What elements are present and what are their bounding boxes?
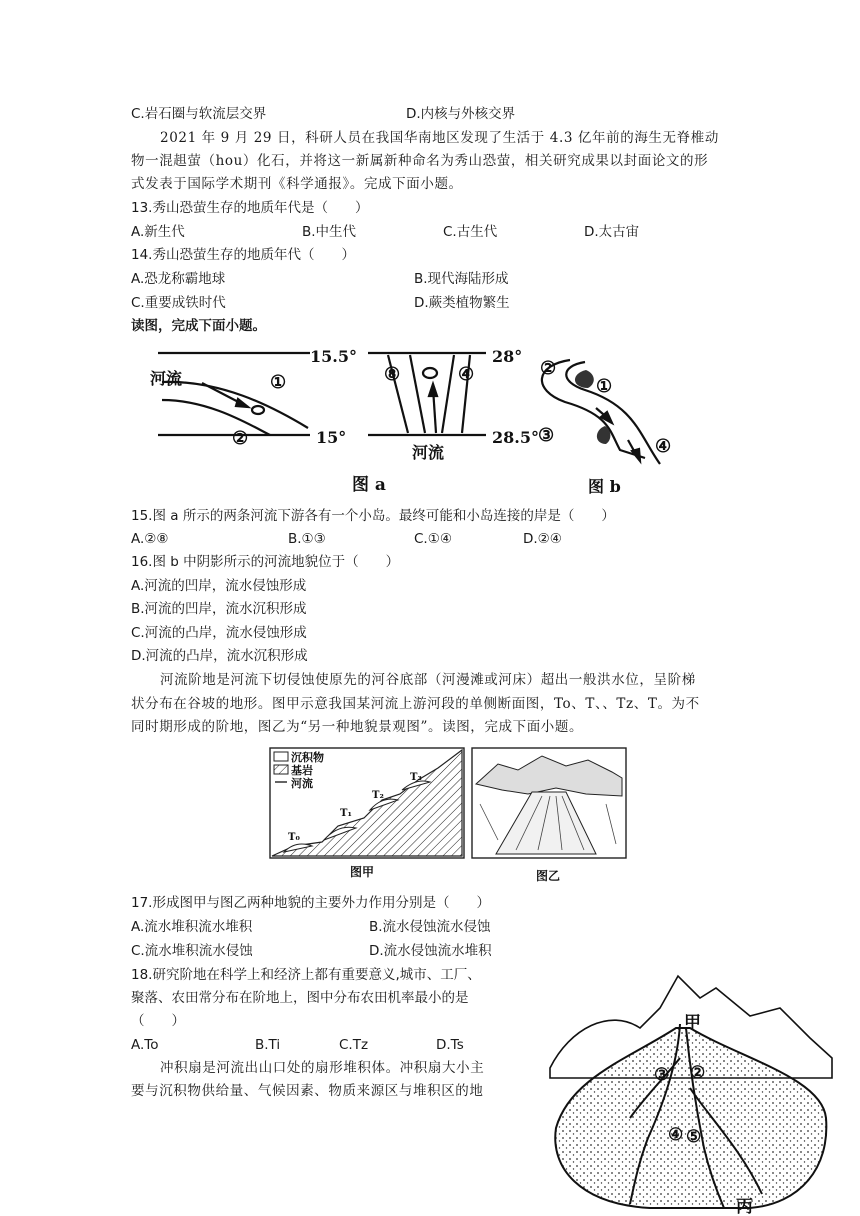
terrace-t0: T₀ xyxy=(288,832,300,843)
figure-yi-label: 图乙 xyxy=(536,869,561,883)
river-label-a-left: 河流 xyxy=(150,369,183,388)
q15-option-a: A.②⑧ xyxy=(131,531,169,547)
passage3-line2: 要与沉积物供给量、气候因素、物质来源区与堆积区的地 xyxy=(131,1083,484,1099)
marker-b3: ③ xyxy=(538,425,555,446)
q18-line3: （ ） xyxy=(131,1013,185,1029)
figure-b-label: 图 b xyxy=(588,477,621,496)
q14-stem: 14.秀山恐萤生存的地质年代（ ） xyxy=(131,247,355,263)
marker-b4: ④ xyxy=(655,436,672,457)
q16-option-b: B.河流的凹岸，流水沉积形成 xyxy=(131,601,307,617)
passage2-line2: 状分布在谷坡的地形。图甲示意我国某河流上游河段的单侧断面图，To、T、、Tz、T。为不 xyxy=(131,696,700,712)
q17-stem: 17.形成图甲与图乙两种地貌的主要外力作用分别是（ ） xyxy=(131,895,490,911)
q15-stem: 15.图 a 所示的两条河流下游各有一个小岛。最终可能和小岛连接的岸是（ ） xyxy=(131,508,615,524)
q18-option-a: A.To xyxy=(131,1037,159,1053)
marker-b2: ② xyxy=(540,358,557,379)
fan-marker-jia: 甲 xyxy=(684,1013,701,1033)
q15-option-c: C.①④ xyxy=(414,531,452,547)
figure-river-islands xyxy=(140,340,720,500)
q18-option-b: B.Ti xyxy=(255,1037,281,1053)
marker-2: ② xyxy=(232,428,249,449)
q13-option-c: C.古生代 xyxy=(443,224,498,240)
lat-label-28: 28° xyxy=(492,347,523,366)
lat-label-15-5: 15.5° xyxy=(310,347,357,366)
q16-option-c: C.河流的凸岸，流水侵蚀形成 xyxy=(131,625,307,641)
fan-marker-4: ④ xyxy=(668,1125,684,1145)
figure-jia-label: 图甲 xyxy=(350,865,375,879)
figure-a-label: 图 a xyxy=(352,475,386,495)
legend-sediment: 沉积物 xyxy=(291,751,324,764)
q13-stem: 13.秀山恐萤生存的地质年代是（ ） xyxy=(131,200,369,216)
q17-option-c: C.流水堆积流水侵蚀 xyxy=(131,943,253,959)
q16-stem: 16.图 b 中阴影所示的河流地貌位于（ ） xyxy=(131,554,400,570)
q13-option-b: B.中生代 xyxy=(302,224,357,240)
read-figure-instruction: 读图，完成下面小题。 xyxy=(131,318,266,334)
q15-option-b: B.①③ xyxy=(288,531,326,547)
q12-option-c: C.岩石圈与软流层交界 xyxy=(131,106,267,122)
fan-marker-3: ③ xyxy=(654,1065,670,1085)
terrace-t2: T₂ xyxy=(372,790,384,801)
passage2-line1: 河流阶地是河流下切侵蚀使原先的河谷底部（河漫滩或河床）超出一般洪水位，呈阶梯 xyxy=(160,672,696,688)
q15-option-d: D.②④ xyxy=(523,531,562,547)
legend-bedrock: 基岩 xyxy=(291,764,313,777)
q17-option-d: D.流水侵蚀流水堆积 xyxy=(369,943,492,959)
q16-option-d: D.河流的凸岸，流水沉积形成 xyxy=(131,648,308,664)
lat-label-15: 15° xyxy=(316,428,347,447)
passage2-line3: 同时期形成的阶地，图乙为“另一种地貌景观图”。读图，完成下面小题。 xyxy=(131,719,584,735)
terrace-t1: T₁ xyxy=(340,808,352,819)
q18-option-d: D.Ts xyxy=(436,1037,464,1053)
passage1-line3: 式发表于国际学术期刊《科学通报》。完成下面小题。 xyxy=(131,176,463,192)
marker-4: ④ xyxy=(458,364,475,385)
legend-river: 河流 xyxy=(291,777,313,790)
q17-option-b: B.流水侵蚀流水侵蚀 xyxy=(369,919,491,935)
fan-marker-bing: 丙 xyxy=(736,1197,753,1216)
figure-terraces xyxy=(266,744,632,886)
passage1-line2: 物一混趄萤（hou）化石，并将这一新属新种命名为秀山恐萤，相关研究成果以封面论文的形 xyxy=(131,153,709,169)
q14-option-b: B.现代海陆形成 xyxy=(414,271,509,287)
river-label-a-right: 河流 xyxy=(412,443,445,462)
q14-option-d: D.蕨类植物繁生 xyxy=(414,295,510,311)
q17-option-a: A.流水堆积流水堆积 xyxy=(131,919,253,935)
fan-marker-5: ⑤ xyxy=(686,1127,702,1147)
q14-option-a: A.恐龙称霸地球 xyxy=(131,271,226,287)
fan-marker-2: ② xyxy=(690,1063,706,1083)
q13-option-d: D.太古宙 xyxy=(584,224,640,240)
marker-1: ① xyxy=(270,372,287,393)
terrace-t3: T₃ xyxy=(410,772,422,783)
passage3-line1: 冲积扇是河流出山口处的扇形堆积体。冲积扇大小主 xyxy=(160,1060,485,1076)
figure-alluvial-fan xyxy=(540,968,840,1216)
q14-option-c: C.重要成铁时代 xyxy=(131,295,226,311)
lat-label-28-5: 28.5° xyxy=(492,428,539,447)
marker-b1: ① xyxy=(596,376,613,397)
q18-line1: 18.研究阶地在科学上和经济上都有重要意义,城市、工厂、 xyxy=(131,967,481,983)
q13-option-a: A.新生代 xyxy=(131,224,185,240)
q12-option-d: D.内核与外核交界 xyxy=(406,106,516,122)
q18-line2: 聚落、农田常分布在阶地上，图中分布农田机率最小的是 xyxy=(131,990,469,1006)
passage1-line1: 2021 年 9 月 29 日，科研人员在我国华南地区发现了生活于 4.3 亿年前的海生无脊椎动 xyxy=(160,130,719,146)
q18-option-c: C.Tz xyxy=(339,1037,369,1053)
marker-8: ⑧ xyxy=(384,364,401,385)
q16-option-a: A.河流的凹岸，流水侵蚀形成 xyxy=(131,578,307,594)
